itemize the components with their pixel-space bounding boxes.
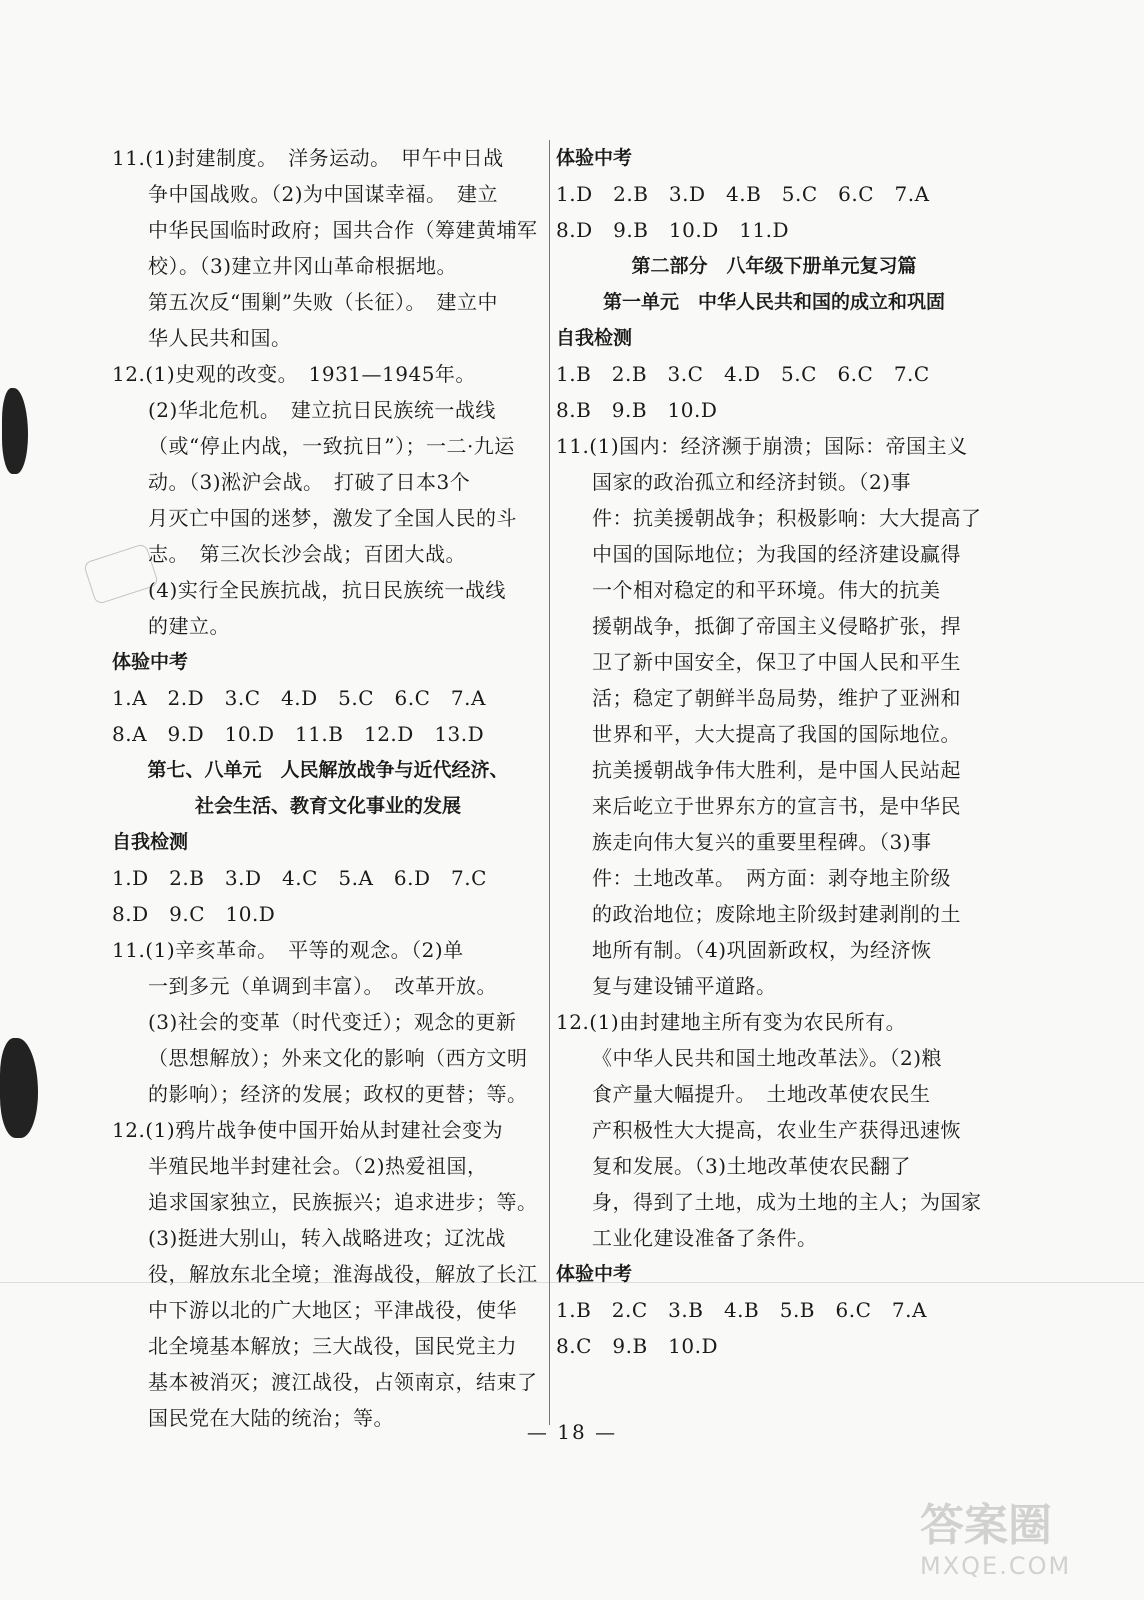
answer-line: 《中华人民共和国土地改革法》。（2)粮 [592,1046,943,1070]
section-heading: 自我检测 [112,831,189,853]
answer-line: 世界和平，大大提高了我国的国际地位。 [592,722,961,746]
answer-line: 基本被消灭；渡江战役，占领南京，结束了 [148,1370,538,1394]
answer-line: 1.B 2.B 3.C 4.D 5.C 6.C 7.C [556,362,930,386]
answer-line: 1.B 2.C 3.B 4.B 5.B 6.C 7.A [556,1298,927,1322]
answer-line: 12.(1)史观的改变。 1931—1945年。 [112,362,476,386]
section-heading: 第七、八单元 人民解放战争与近代经济、 [147,759,509,781]
answer-line: 8.C 9.B 10.D [556,1334,719,1358]
answer-line: (3)挺进大别山，转入战略进攻；辽沈战 [148,1226,506,1250]
page-number: — 18 — [526,1420,618,1444]
answer-line: 1.A 2.D 3.C 4.D 5.C 6.C 7.A [112,686,486,710]
section-heading: 社会生活、教育文化事业的发展 [194,795,461,817]
answer-line: 抗美援朝战争伟大胜利，是中国人民站起 [592,758,961,782]
ink-blot-top [2,388,28,474]
answer-line: 食产量大幅提升。 土地改革使农民生 [592,1082,931,1106]
answer-line: 的政治地位；废除地主阶级封建剥削的土 [592,902,961,926]
answer-line: 的建立。 [148,614,230,638]
section-heading: 自我检测 [556,327,633,349]
section-heading: 体验中考 [556,147,633,169]
answer-line: 志。 第三次长沙会战；百团大战。 [148,542,466,566]
answer-line: 活；稳定了朝鲜半岛局势，维护了亚洲和 [592,686,961,710]
answer-line: 中华民国临时政府；国共合作（筹建黄埔军 [148,218,538,242]
answer-line: 一到多元（单调到丰富）。 改革开放。 [148,974,497,998]
answer-line: 1.D 2.B 3.D 4.C 5.A 6.D 7.C [112,866,487,890]
answer-line: 国家的政治孤立和经济封锁。（2)事 [592,470,912,494]
answer-line: 北全境基本解放；三大战役，国民党主力 [148,1334,517,1358]
answer-line: 中下游以北的广大地区；平津战役，使华 [148,1298,517,1322]
answer-line: 动。（3)淞沪会战。 打破了日本3个 [148,470,471,494]
answer-line: 件：土地改革。 两方面：剥夺地主阶级 [592,866,951,890]
column-divider [549,140,550,1425]
answer-line: 12.(1)由封建地主所有变为农民所有。 [556,1010,907,1034]
answer-line: 追求国家独立，民族振兴；追求进步；等。 [148,1190,538,1214]
answer-line: 产积极性大大提高，农业生产获得迅速恢 [592,1118,961,1142]
answer-line: 国民党在大陆的统治；等。 [148,1406,394,1430]
answer-line: 争中国战败。（2)为中国谋幸福。 建立 [148,182,499,206]
watermark-logo [920,1500,1120,1590]
answer-line: 华人民共和国。 [148,326,292,350]
answer-line: 来后屹立于世界东方的宣言书，是中华民 [592,794,961,818]
answer-line: 件：抗美援朝战争；积极影响：大大提高了 [592,506,982,530]
section-heading: 第一单元 中华人民共和国的成立和巩固 [602,291,945,313]
answer-line: 8.D 9.C 10.D [112,902,276,926]
answer-line: 8.B 9.B 10.D [556,398,718,422]
answer-line: 11.(1)辛亥革命。 平等的观念。（2)单 [112,938,464,962]
watermark-top-text: 答案圈 [920,1500,1052,1551]
answer-line: 11.(1)国内：经济濒于崩溃；国际：帝国主义 [556,434,968,458]
answer-line: 半殖民地半封建社会。（2)热爱祖国， [148,1154,488,1178]
answer-line: 第五次反“围剿”失败（长征）。 建立中 [148,290,498,314]
section-heading: 体验中考 [556,1263,633,1285]
answer-line: 援朝战争，抵御了帝国主义侵略扩张，捍 [592,614,961,638]
answer-line: (3)社会的变革（时代变迁）；观念的更新 [148,1010,517,1034]
answer-line: 工业化建设准备了条件。 [592,1226,818,1250]
answer-line: (4)实行全民族抗战，抗日民族统一战线 [148,578,506,602]
answer-line: 11.(1)封建制度。 洋务运动。 甲午中日战 [112,146,504,170]
answer-line: 一个相对稳定的和平环境。伟大的抗美 [592,578,941,602]
section-heading: 体验中考 [112,651,189,673]
answer-line: 8.D 9.B 10.D 11.D [556,218,790,242]
answer-line: （思想解放）；外来文化的影响（西方文明 [148,1046,528,1070]
answer-line: 8.A 9.D 10.D 11.B 12.D 13.D [112,722,485,746]
answer-line: 身，得到了土地，成为土地的主人；为国家 [592,1190,982,1214]
answer-line: 1.D 2.B 3.D 4.B 5.C 6.C 7.A [556,182,930,206]
answer-line: 复与建设铺平道路。 [592,974,777,998]
watermark-bottom-text: MXQE.COM [920,1552,1072,1580]
answer-line: 12.(1)鸦片战争使中国开始从封建社会变为 [112,1118,504,1142]
answer-line: 复和发展。（3)土地改革使农民翻了 [592,1154,912,1178]
ink-blot-bottom [0,1038,38,1138]
section-heading: 第二部分 八年级下册单元复习篇 [631,255,917,277]
answer-line: 月灭亡中国的迷梦，激发了全国人民的斗 [148,506,517,530]
answer-line: 役，解放东北全境；淮海战役，解放了长江 [148,1262,538,1286]
answer-line: (2)华北危机。 建立抗日民族统一战线 [148,398,496,422]
answer-line: （或“停止内战，一致抗日”）；一二·九运 [148,434,515,458]
answer-line: 卫了新中国安全，保卫了中国人民和平生 [592,650,961,674]
right-column [556,140,992,1364]
left-column [112,140,544,1436]
answer-line: 族走向伟大复兴的重要里程碑。（3)事 [592,830,932,854]
answer-line: 校）。（3)建立井冈山革命根据地。 [148,254,458,278]
answer-line: 地所有制。（4)巩固新政权，为经济恢 [592,938,932,962]
answer-line: 的影响）；经济的发展；政权的更替；等。 [148,1082,528,1106]
answer-line: 中国的国际地位；为我国的经济建设赢得 [592,542,961,566]
